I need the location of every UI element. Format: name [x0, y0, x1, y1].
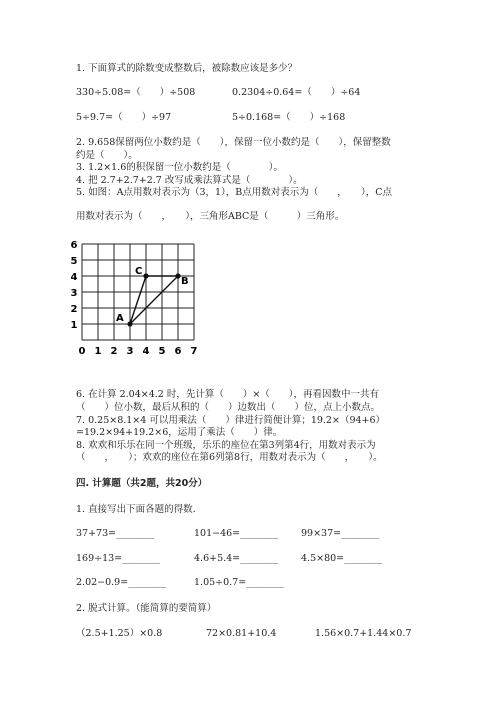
calc-item-3: 99×37=________ [301, 528, 380, 539]
q8-line-1: 8. 欢欢和乐乐在同一个班级，乐乐的座位在第3列第4行，用数对表示为 [76, 440, 376, 451]
x-tick-label: 5 [158, 346, 166, 357]
q2-line-1: 2. 9.658保留两位小数约是（ ），保留一位小数约是（ ），保留整数 [76, 137, 391, 148]
section4-q2-title: 2. 脱式计算。（能简算的要简算） [76, 603, 217, 614]
point-b [175, 273, 180, 278]
x-tick-label: 7 [190, 346, 198, 357]
calc-item-5: 4.6+5.4=________ [194, 553, 279, 564]
calc-item-6: 4.5×80=________ [301, 553, 383, 564]
x-tick-label: 2 [110, 346, 118, 357]
q7-line-1: 7. 0.25×8.1×4 可以用乘法（ ）律进行简便计算；19.2×（94+6） [76, 415, 386, 426]
point-label: B [181, 276, 189, 287]
calc-expr-1: （2.5+1.25）×0.8 [76, 628, 163, 639]
y-tick-label: 5 [70, 256, 78, 267]
calc-item-1: 37+73=________ [76, 528, 155, 539]
q1-title: 1. 下面算式的除数变成整数后，被除数应该是多少？ [76, 63, 298, 74]
point-label: C [135, 266, 143, 277]
section4-heading: 四. 计算题（共2题，共20分） [76, 478, 208, 489]
y-tick-label: 2 [70, 304, 78, 315]
q8-line-2: （ ， ）；欢欢的座位在第6列第8行，用数对表示为（ ， ）。 [76, 452, 383, 463]
calc-expr-3: 1.56×0.7+1.44×0.7 [315, 628, 412, 639]
q1-item-4: 5÷0.168=（ ）÷168 [232, 112, 346, 123]
q7-line-2: =19.2×94+19.2×6，运用了乘法（ ）律。 [76, 427, 283, 438]
q6-line-1: 6. 在计算 2.04×4.2 时，先计算（ ）×（ ），再看因数中一共有 [76, 389, 380, 400]
section4-q1-title: 1. 直接写出下面各题的得数. [76, 504, 196, 515]
triangle-outline [130, 276, 178, 324]
x-tick-label: 1 [94, 346, 102, 357]
q3-line: 3. 1.2×1.6的积保留一位小数约是（ ）。 [76, 162, 284, 173]
calc-item-2: 101−46=________ [194, 528, 279, 539]
y-tick-label: 6 [70, 240, 78, 251]
q1-item-1: 330÷5.08=（ ）÷508 [76, 87, 196, 98]
q5-line-2: 用数对表示为（ ， ），三角形ABC是（ ）三角形。 [76, 211, 345, 222]
x-tick-label: 0 [78, 346, 86, 357]
y-tick-label: 1 [70, 320, 78, 331]
calc-item-8: 1.05÷0.7=________ [194, 577, 285, 588]
q2-line-2: 约是（ ）。 [76, 150, 138, 161]
calc-expr-2: 72×0.81+10.4 [206, 628, 277, 639]
point-a [127, 321, 132, 326]
q1-item-2: 0.2304÷0.64=（ ）÷64 [232, 87, 361, 98]
q4-line: 4. 把 2.7+2.7+2.7 改写成乘法算式是（ ）。 [76, 175, 303, 186]
calc-item-4: 169÷13=________ [76, 553, 161, 564]
y-tick-label: 4 [70, 272, 78, 283]
point-c [143, 273, 148, 278]
x-tick-label: 4 [142, 346, 150, 357]
coordinate-grid [62, 240, 222, 360]
q1-item-3: 5÷9.7=（ ）÷97 [76, 112, 172, 123]
grid-lines [82, 244, 194, 340]
calc-item-7: 2.02−0.9=________ [76, 577, 167, 588]
x-tick-label: 3 [126, 346, 134, 357]
point-label: A [116, 313, 124, 324]
x-tick-label: 6 [174, 346, 182, 357]
q6-line-2: （ ）位小数，最后从积的（ ）边数出（ ）位，点上小数点。 [76, 402, 381, 413]
y-tick-label: 3 [70, 288, 78, 299]
q5-line-1: 5. 如图：A点用数对表示为（3，1），B点用数对表示为（ ， ），C点 [76, 187, 393, 198]
